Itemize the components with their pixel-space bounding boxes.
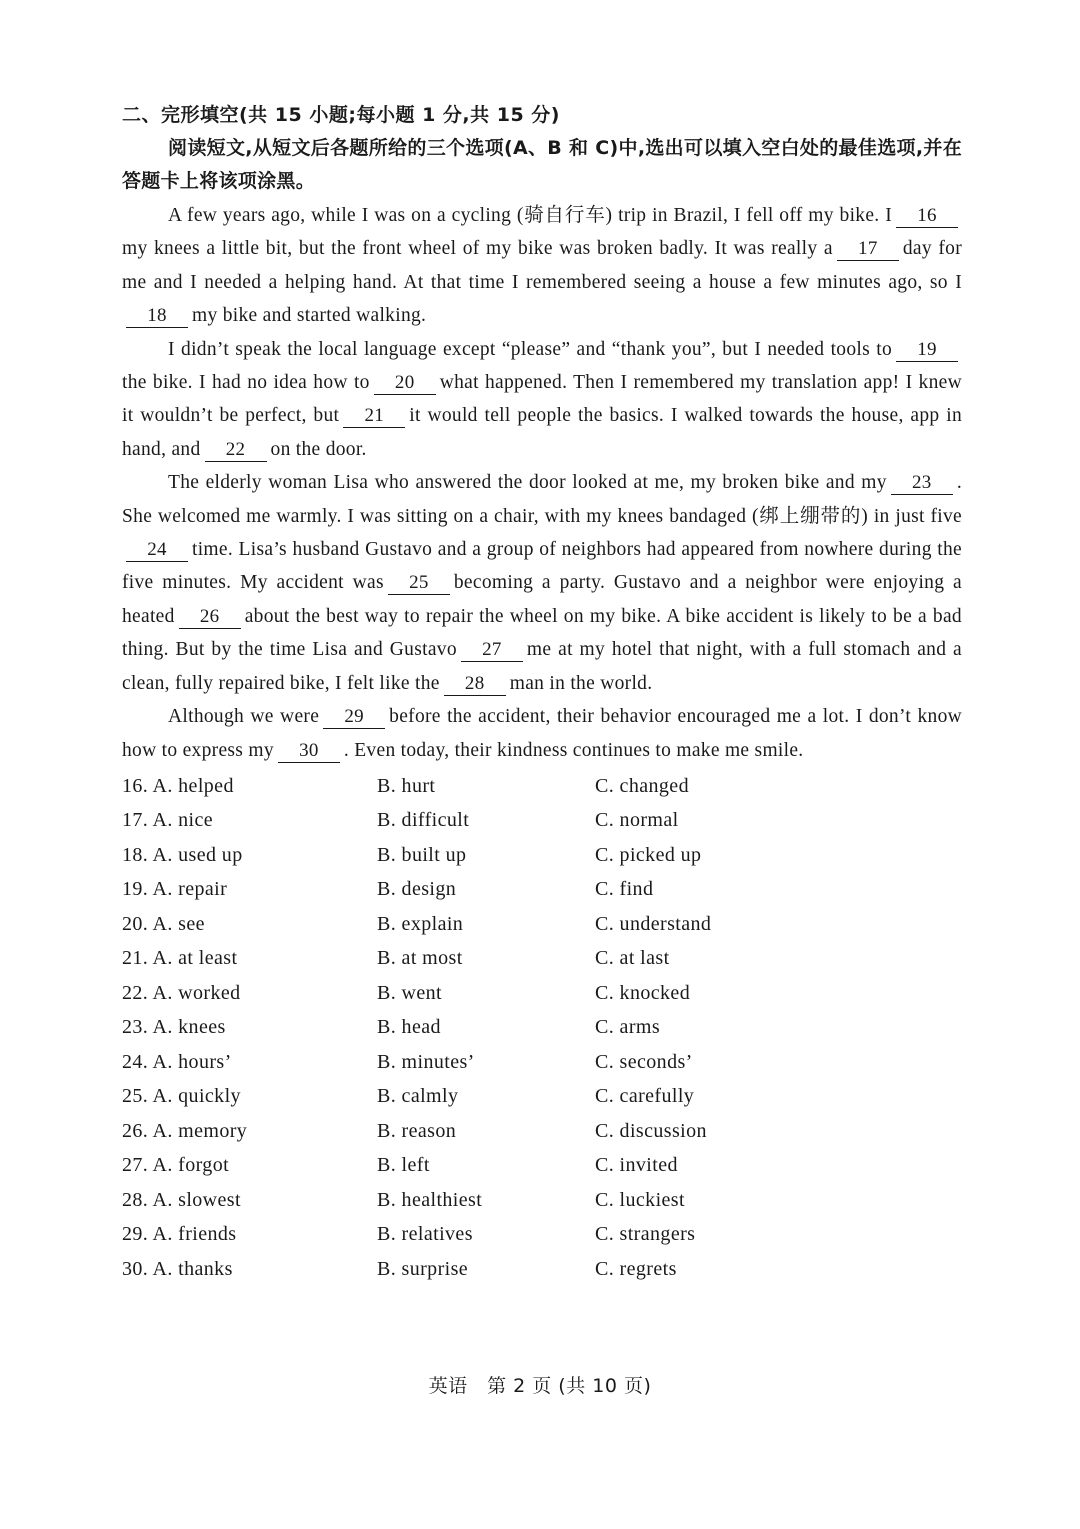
option-c: C. arms [595,1016,661,1039]
question-number: 19. [122,878,149,901]
option-c: C. regrets [595,1257,677,1280]
blank-27: 27 [461,639,523,662]
option-b: B. left [377,1154,430,1177]
option-b: B. built up [377,843,467,866]
blank-17: 17 [837,238,899,261]
option-a-text: A. memory [152,1119,248,1142]
paragraph-4 [122,700,962,767]
option-a [122,982,377,1005]
blank-19: 19 [896,339,958,362]
option-row [122,907,962,942]
blank-30: 30 [278,740,340,763]
passage-text: me at my hotel that night, with a full stomach and a clean, fully repaired bike, I felt like the [122,639,962,694]
exam-page [122,98,962,1286]
passage-text: day for me and I needed a helping hand. At that time I remembered seeing a house a few minutes ago, so I [122,238,962,293]
option-a-text: A. thanks [152,1257,233,1280]
option-c: C. understand [595,912,712,935]
passage-text: my bike and started walking. [192,305,427,327]
blank-26: 26 [179,606,241,629]
question-number: 27. [122,1154,149,1177]
paragraph-2 [122,333,962,467]
option-b: B. at most [377,947,463,970]
passage-text: The elderly woman Lisa who answered the door looked at me, my broken bike and my [168,472,887,494]
passage-text: my knees a little bit, but the front wheel of my bike was broken badly. It was really a [122,238,833,260]
option-row [122,1217,962,1252]
passage-text: the bike. I had no idea how to [122,372,370,394]
question-number: 28. [122,1188,149,1211]
option-row [122,838,962,873]
option-a [122,809,377,832]
option-row [122,1079,962,1114]
option-a-text: A. nice [152,809,214,832]
option-c: C. carefully [595,1085,695,1108]
option-row [122,941,962,976]
option-a [122,947,377,970]
question-number: 22. [122,981,149,1004]
question-number: 18. [122,843,149,866]
passage-text: Although we were [168,706,320,728]
blank-22: 22 [205,439,267,462]
option-c: C. invited [595,1154,678,1177]
option-b: B. surprise [377,1257,469,1280]
blank-25: 25 [388,572,450,595]
option-a [122,1051,377,1074]
passage-text: it would tell people the basics. I walked towards the house, app in hand, and [122,405,963,460]
option-b: B. relatives [377,1223,473,1246]
option-c: C. seconds’ [595,1050,693,1073]
option-a-text: A. helped [152,774,234,797]
option-b: B. went [377,981,443,1004]
option-c: C. changed [595,774,689,797]
option-a-text: A. see [152,912,205,935]
option-a [122,1189,377,1212]
blank-29: 29 [323,706,385,729]
question-number: 20. [122,912,149,935]
passage-text: I didn’t speak the local language except “please” and “thank you”, but I needed tools to [168,338,892,360]
option-c: C. picked up [595,843,702,866]
option-a [122,1120,377,1143]
paragraph-3 [122,466,962,700]
option-c: C. knocked [595,981,691,1004]
blank-23: 23 [891,472,953,495]
option-c: C. at last [595,947,670,970]
option-a [122,913,377,936]
passage-text: about the best way to repair the wheel on my bike. A bike accident is likely to be a bad thing. But by the time Lisa and Gustavo [122,605,962,661]
option-a [122,775,377,798]
option-c: C. find [595,878,654,901]
option-b: B. head [377,1016,441,1039]
option-a [122,1154,377,1177]
blank-20: 20 [374,372,436,395]
blank-28: 28 [444,673,506,696]
option-row [122,1045,962,1080]
option-a-text: A. hours’ [152,1050,232,1073]
option-c: C. luckiest [595,1188,685,1211]
page-footer: 英语 第 2 页 (共 10 页) [428,1375,652,1397]
option-b: B. calmly [377,1085,459,1108]
option-a-text: A. worked [152,981,241,1004]
option-row [122,1010,962,1045]
option-a [122,878,377,901]
option-a-text: A. used up [152,843,243,866]
option-a [122,1085,377,1108]
cloze-passage [122,199,962,767]
blank-16: 16 [896,205,958,228]
option-c: C. strangers [595,1223,696,1246]
passage-text: man in the world. [509,672,653,694]
question-number: 24. [122,1050,149,1073]
option-a-text: A. friends [152,1223,237,1246]
passage-text: . Even today, their kindness continues to make me smile. [343,739,804,761]
option-b: B. hurt [377,774,436,797]
option-row [122,976,962,1011]
option-a-text: A. at least [152,947,238,970]
option-a-text: A. slowest [152,1188,241,1211]
option-row [122,769,962,804]
question-number: 26. [122,1119,149,1142]
section-title: 二、完形填空(共 15 小题;每小题 1 分,共 15 分) [122,104,560,126]
option-b: B. difficult [377,809,470,832]
question-number: 29. [122,1223,149,1246]
option-b: B. design [377,878,457,901]
blank-24: 24 [126,539,188,562]
option-c: C. discussion [595,1119,707,1142]
passage-text: on the door. [270,438,367,460]
option-b: B. healthiest [377,1188,483,1211]
instructions: 阅读短文,从短文后各题所给的三个选项(A、B 和 C)中,选出可以填入空白处的最佳选项,并在答题卡上将该项涂黑。 [122,137,962,192]
option-a [122,1223,377,1246]
option-a-text: A. forgot [152,1154,230,1177]
blank-21: 21 [343,405,405,428]
option-b: B. minutes’ [377,1050,475,1073]
blank-18: 18 [126,305,188,328]
question-number: 23. [122,1016,149,1039]
question-number: 16. [122,774,149,797]
question-number: 25. [122,1085,149,1108]
question-number: 17. [122,809,149,832]
option-a-text: A. repair [152,878,228,901]
paragraph-1 [122,199,962,333]
option-row [122,803,962,838]
option-row [122,1252,962,1287]
option-a [122,1258,377,1281]
passage-text: time. Lisa’s husband Gustavo and a group of neighbors had appeared from nowhere during the five minutes. My accident was [122,539,962,594]
passage-text: before the accident, their behavior encouraged me a lot. I don’t know how to express my [122,706,963,761]
option-row [122,1114,962,1149]
option-b: B. explain [377,912,464,935]
passage-text: . She welcomed me warmly. I was sitting on a chair, with my knees bandaged (绑上绷带的) in just five [122,472,962,527]
question-number: 30. [122,1257,149,1280]
option-row [122,872,962,907]
option-a-text: A. quickly [152,1085,241,1108]
passage-text: A few years ago, while I was on a cycling (骑自行车) trip in Brazil, I fell off my bike. I [168,205,892,226]
option-a [122,844,377,867]
option-row [122,1148,962,1183]
option-c: C. normal [595,809,679,832]
option-a [122,1016,377,1039]
passage-text: what happened. Then I remembered my translation app! I knew it wouldn’t be perfect, but [122,372,962,427]
option-a-text: A. knees [152,1016,226,1039]
option-b: B. reason [377,1119,457,1142]
option-row [122,1183,962,1218]
question-number: 21. [122,947,149,970]
passage-text: becoming a party. Gustavo and a neighbor were enjoying a heated [122,572,962,627]
answer-options [122,769,962,1287]
